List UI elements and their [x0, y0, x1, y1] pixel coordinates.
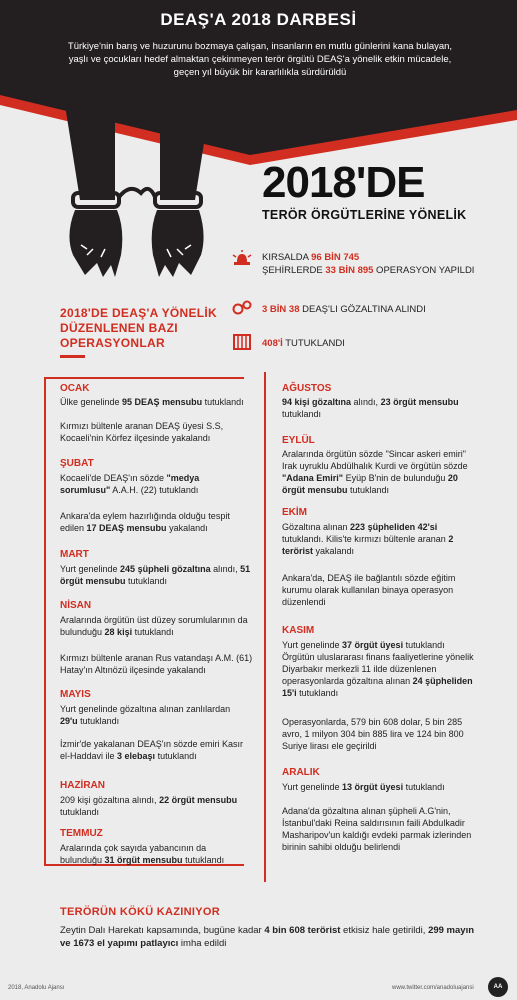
ekim-text-1: Gözaltına alınan 223 şüpheliden 42'si tutuklandı. Kilis'te kırmızı bültenle aranan 2 terörist yakalandı	[282, 522, 454, 556]
mayis-text-1: Yurt genelinde gözaltına alınan zanlılardan 29'u tutuklandı	[60, 704, 231, 726]
month-nisan: NİSAN	[60, 600, 92, 611]
aralik-text-2: Adana'da gözaltına alınan şüpheli A.G'nin, İstanbul'daki Reina saldırısının faili Abdulkadir Masharipov'un kaldığı evdeki parmak izlerinden birinin sahibi olduğu belirlendi	[282, 806, 472, 852]
mart-text-1: Yurt genelinde 245 şüpheli gözaltına alındı, 51 örgüt mensubu tutuklandı	[60, 564, 251, 586]
subat-text-1: Kocaeli'de DEAŞ'ın sözde "medya sorumlusu" A.A.H. (22) tutuklandı	[60, 473, 200, 495]
aa-logo: AA	[488, 977, 508, 997]
timeline-left-top	[44, 377, 244, 379]
intro-text: Türkiye'nin barış ve huzurunu bozmaya çalışan, insanların en mutlu günlerini kana bulayan, yaşlı ve çocukları hedef almaktan çekinmeyen terör örgütü DEAŞ'a yönelik etkin mücadele, geçen yıl büyük bir kararlılıkla sürdürüldü	[67, 41, 453, 78]
title-underline	[60, 355, 85, 358]
subat-text-2: Ankara'da eylem hazırlığında olduğu tespit edilen 17 DEAŞ mensubu yakalandı	[60, 511, 230, 533]
timeline-right	[264, 372, 266, 882]
month-mayis: MAYIS	[60, 689, 91, 700]
eylul-text-1: Aralarında örgütün sözde "Sincar askeri emiri" Irak uyruklu Abdülhalık Kurdi ve örgütün sözde "Adana Emiri" Eyüp B'nin de bulunduğu 20 örgüt mensubu tutuklandı	[282, 449, 468, 495]
month-haziran: HAZİRAN	[60, 780, 105, 791]
month-ocak: OCAK	[60, 383, 90, 394]
ocak-text-1: Ülke genelinde 95 DEAŞ mensubu tutuklandı	[60, 397, 244, 407]
month-aralik: ARALIK	[282, 767, 320, 778]
month-temmuz: TEMMUZ	[60, 828, 103, 839]
operations-title: 2018'DE DEAŞ'A YÖNELİK DÜZENLENEN BAZI OPERASYONLAR	[60, 306, 218, 350]
credit-right[interactable]: www.twitter.com/anadoluajansi	[392, 985, 474, 991]
aralik-text-1: Yurt genelinde 13 örgüt üyesi tutuklandı	[282, 782, 445, 792]
stat-urban: ŞEHİRLERDE 33 BİN 895 OPERASYON YAPILDI	[262, 265, 475, 276]
credit-left: 2018, Anadolu Ajansı	[8, 985, 65, 991]
nisan-text-1: Aralarında örgütün üst düzey sorumlularının da bulunduğu 28 kişi tutuklandı	[60, 615, 248, 637]
temmuz-text-1: Aralarında çok sayıda yabancının da bulunduğu 31 örgüt mensubu tutuklandı	[60, 843, 225, 865]
month-subat: ŞUBAT	[60, 458, 94, 469]
ekim-text-2: Ankara'da, DEAŞ ile bağlantılı sözde eğitim kurumu olarak kullanılan binaya operasyon düzenlendi	[282, 573, 456, 607]
footer-text: Zeytin Dalı Harekatı kapsamında, bugüne kadar 4 bin 608 terörist etkisiz hale getirildi, 299 mayın ve 1673 el yapımı patlayıcı imha edildi	[60, 925, 475, 949]
month-ekim: EKİM	[282, 507, 307, 518]
ocak-text-2: Kırmızı bültenle aranan DEAŞ üyesi S.S, Kocaeli'nin Körfez ilçesinde yakalandı	[60, 421, 224, 443]
hero-year: 2018'DE	[262, 158, 425, 207]
hero-subtitle: TERÖR ÖRGÜTLERİNE YÖNELİK	[262, 208, 467, 222]
footer-title: TERÖRÜN KÖKÜ KAZINIYOR	[60, 906, 220, 918]
month-mart: MART	[60, 549, 89, 560]
siren-icon	[232, 250, 252, 266]
handcuffed-hands-illustration	[45, 105, 225, 280]
kasim-text-1: Yurt genelinde 37 örgüt üyesi tutuklandı	[282, 640, 445, 650]
nisan-text-2: Kırmızı bültenle aranan Rus vatandaşı A.M. (61) Hatay'ın Altınözü ilçesinde yakalandı	[60, 653, 253, 675]
month-agustos: AĞUSTOS	[282, 383, 332, 394]
stat-arrested: 408'İ TUTUKLANDI	[262, 338, 345, 349]
haziran-text-1: 209 kişi gözaltına alındı, 22 örgüt mensubu tutuklandı	[60, 795, 238, 817]
agustos-text-1: 94 kişi gözaltına alındı, 23 örgüt mensubu tutuklandı	[282, 397, 459, 419]
month-kasim: KASIM	[282, 625, 315, 636]
kasim-text-3: Operasyonlarda, 579 bin 608 dolar, 5 bin 285 avro, 1 milyon 304 bin 885 lira ve 124 bin 800 Suriye lirası ele geçirildi	[282, 717, 464, 751]
timeline-left	[44, 377, 46, 865]
month-eylul: EYLÜL	[282, 435, 315, 446]
mayis-text-2: İzmir'de yakalanan DEAŞ'ın sözde emiri Kasır el-Haddavi ile 3 elebaşı tutuklandı	[60, 739, 244, 761]
stat-detained: 3 BİN 38 DEAŞ'LI GÖZALTINA ALINDI	[262, 304, 426, 315]
page-title: DEAŞ'A 2018 DARBESİ	[160, 10, 357, 29]
stat-rural: KIRSALDA 96 BİN 745	[262, 252, 360, 263]
kasim-text-2: Örgütün uluslararası finans faaliyetlerine yönelik Diyarbakır merkezli 11 ilde düzenlenen operasyonlarda gözaltına alınan 24 şüpheliden 15'i tutuklandı	[282, 652, 474, 698]
